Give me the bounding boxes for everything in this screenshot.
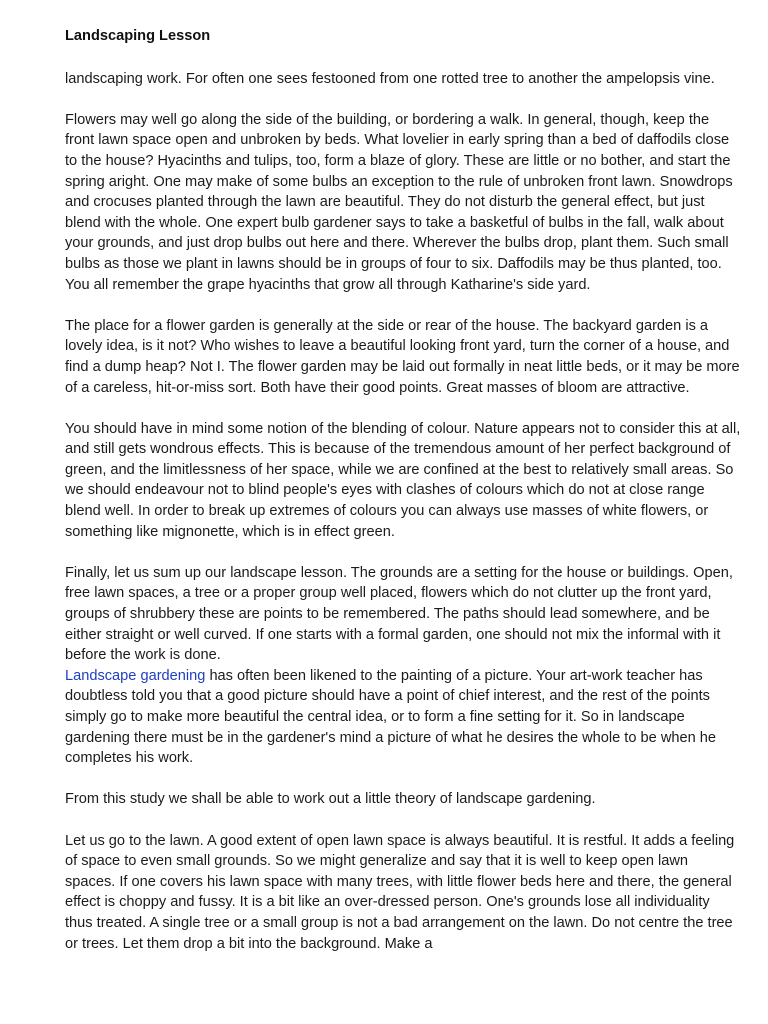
paragraph-7: From this study we shall be able to work out a little theory of landscape gardening. (65, 791, 596, 808)
paragraph-8: Let us go to the lawn. A good extent of open lawn space is always beautiful. It is restful. It adds a feeling of space to even small grounds. So we might generalize and say that it is well to keep open lawn spaces. If one covers his lawn space with many trees, with little flower beds here and there, the general effect is choppy and fussy. It is a bit like an over-dressed person. One's grounds lose all individuality thus treated. A single tree or a small group is not a bad arrangement on the lawn. Do not centre the tree or trees. Let them drop a bit into the background. Make a (65, 832, 735, 952)
paragraph-6-text: has often been likened to the painting of a picture. Your art-work teacher has doubtless told you that a good picture should have a point of chief interest, and the rest of the points simply go to make more beautiful the central idea, or to form a fine setting for it. So in landscape gardening there must be in the gardener's mind a picture of what he desires the whole to be when he completes his work. (65, 667, 716, 767)
document-body (65, 26, 741, 975)
paragraph-5: Finally, let us sum up our landscape lesson. The grounds are a setting for the house or buildings. Open, free lawn spaces, a tree or a proper group well placed, flowers which do not clutter up the front yard, groups of shrubbery these are points to be remembered. The paths should lead somewhere, and be either straight or well curved. If one starts with a formal garden, one should not mix the informal with it before the work is done. (65, 564, 733, 664)
landscape-gardening-link[interactable]: Landscape gardening (65, 667, 206, 684)
paragraph-3: The place for a flower garden is generally at the side or rear of the house. The backyard garden is a lovely idea, is it not? Who wishes to leave a beautiful looking front yard, turn the corner of a house, and find a dump heap? Not I. The flower garden may be laid out formally in neat little beds, or it may be more of a careless, hit-or-miss sort. Both have their good points. Great masses of bloom are attractive. (65, 317, 740, 396)
paragraph-1: landscaping work. For often one sees festooned from one rotted tree to another the ampelopsis vine. (65, 70, 715, 87)
paragraph-6 (65, 666, 741, 769)
paragraph-4: You should have in mind some notion of the blending of colour. Nature appears not to consider this at all, and still gets wondrous effects. This is because of the tremendous amount of her perfect background of green, and the limitlessness of her space, while we are confined at the best to relatively small areas. So we should endeavour not to blind people's eyes with clashes of colours which do not at close range blend well. In order to break up extremes of colours you can always use masses of white flowers, or something like mignonette, which is in effect green. (65, 420, 741, 540)
paragraph-2: Flowers may well go along the side of the building, or bordering a walk. In general, though, keep the front lawn space open and unbroken by beds. What lovelier in early spring than a bed of daffodils close to the house? Hyacinths and tulips, too, form a blaze of glory. These are little or no bother, and start the spring aright. One may make of some bulbs an exception to the rule of unbroken front lawn. Snowdrops and crocuses planted through the lawn are beautiful. They do not disturb the general effect, but just blend with the whole. One expert bulb gardener says to take a basketful of bulbs in the fall, walk about your grounds, and just drop bulbs out here and there. Wherever the bulbs drop, plant them. Such small bulbs as those we plant in lawns should be in groups of four to six. Daffodils may be thus planted, too. You all remember the grape hyacinths that grow all through Katharine's side yard. (65, 111, 733, 293)
document-title: Landscaping Lesson (65, 28, 211, 44)
